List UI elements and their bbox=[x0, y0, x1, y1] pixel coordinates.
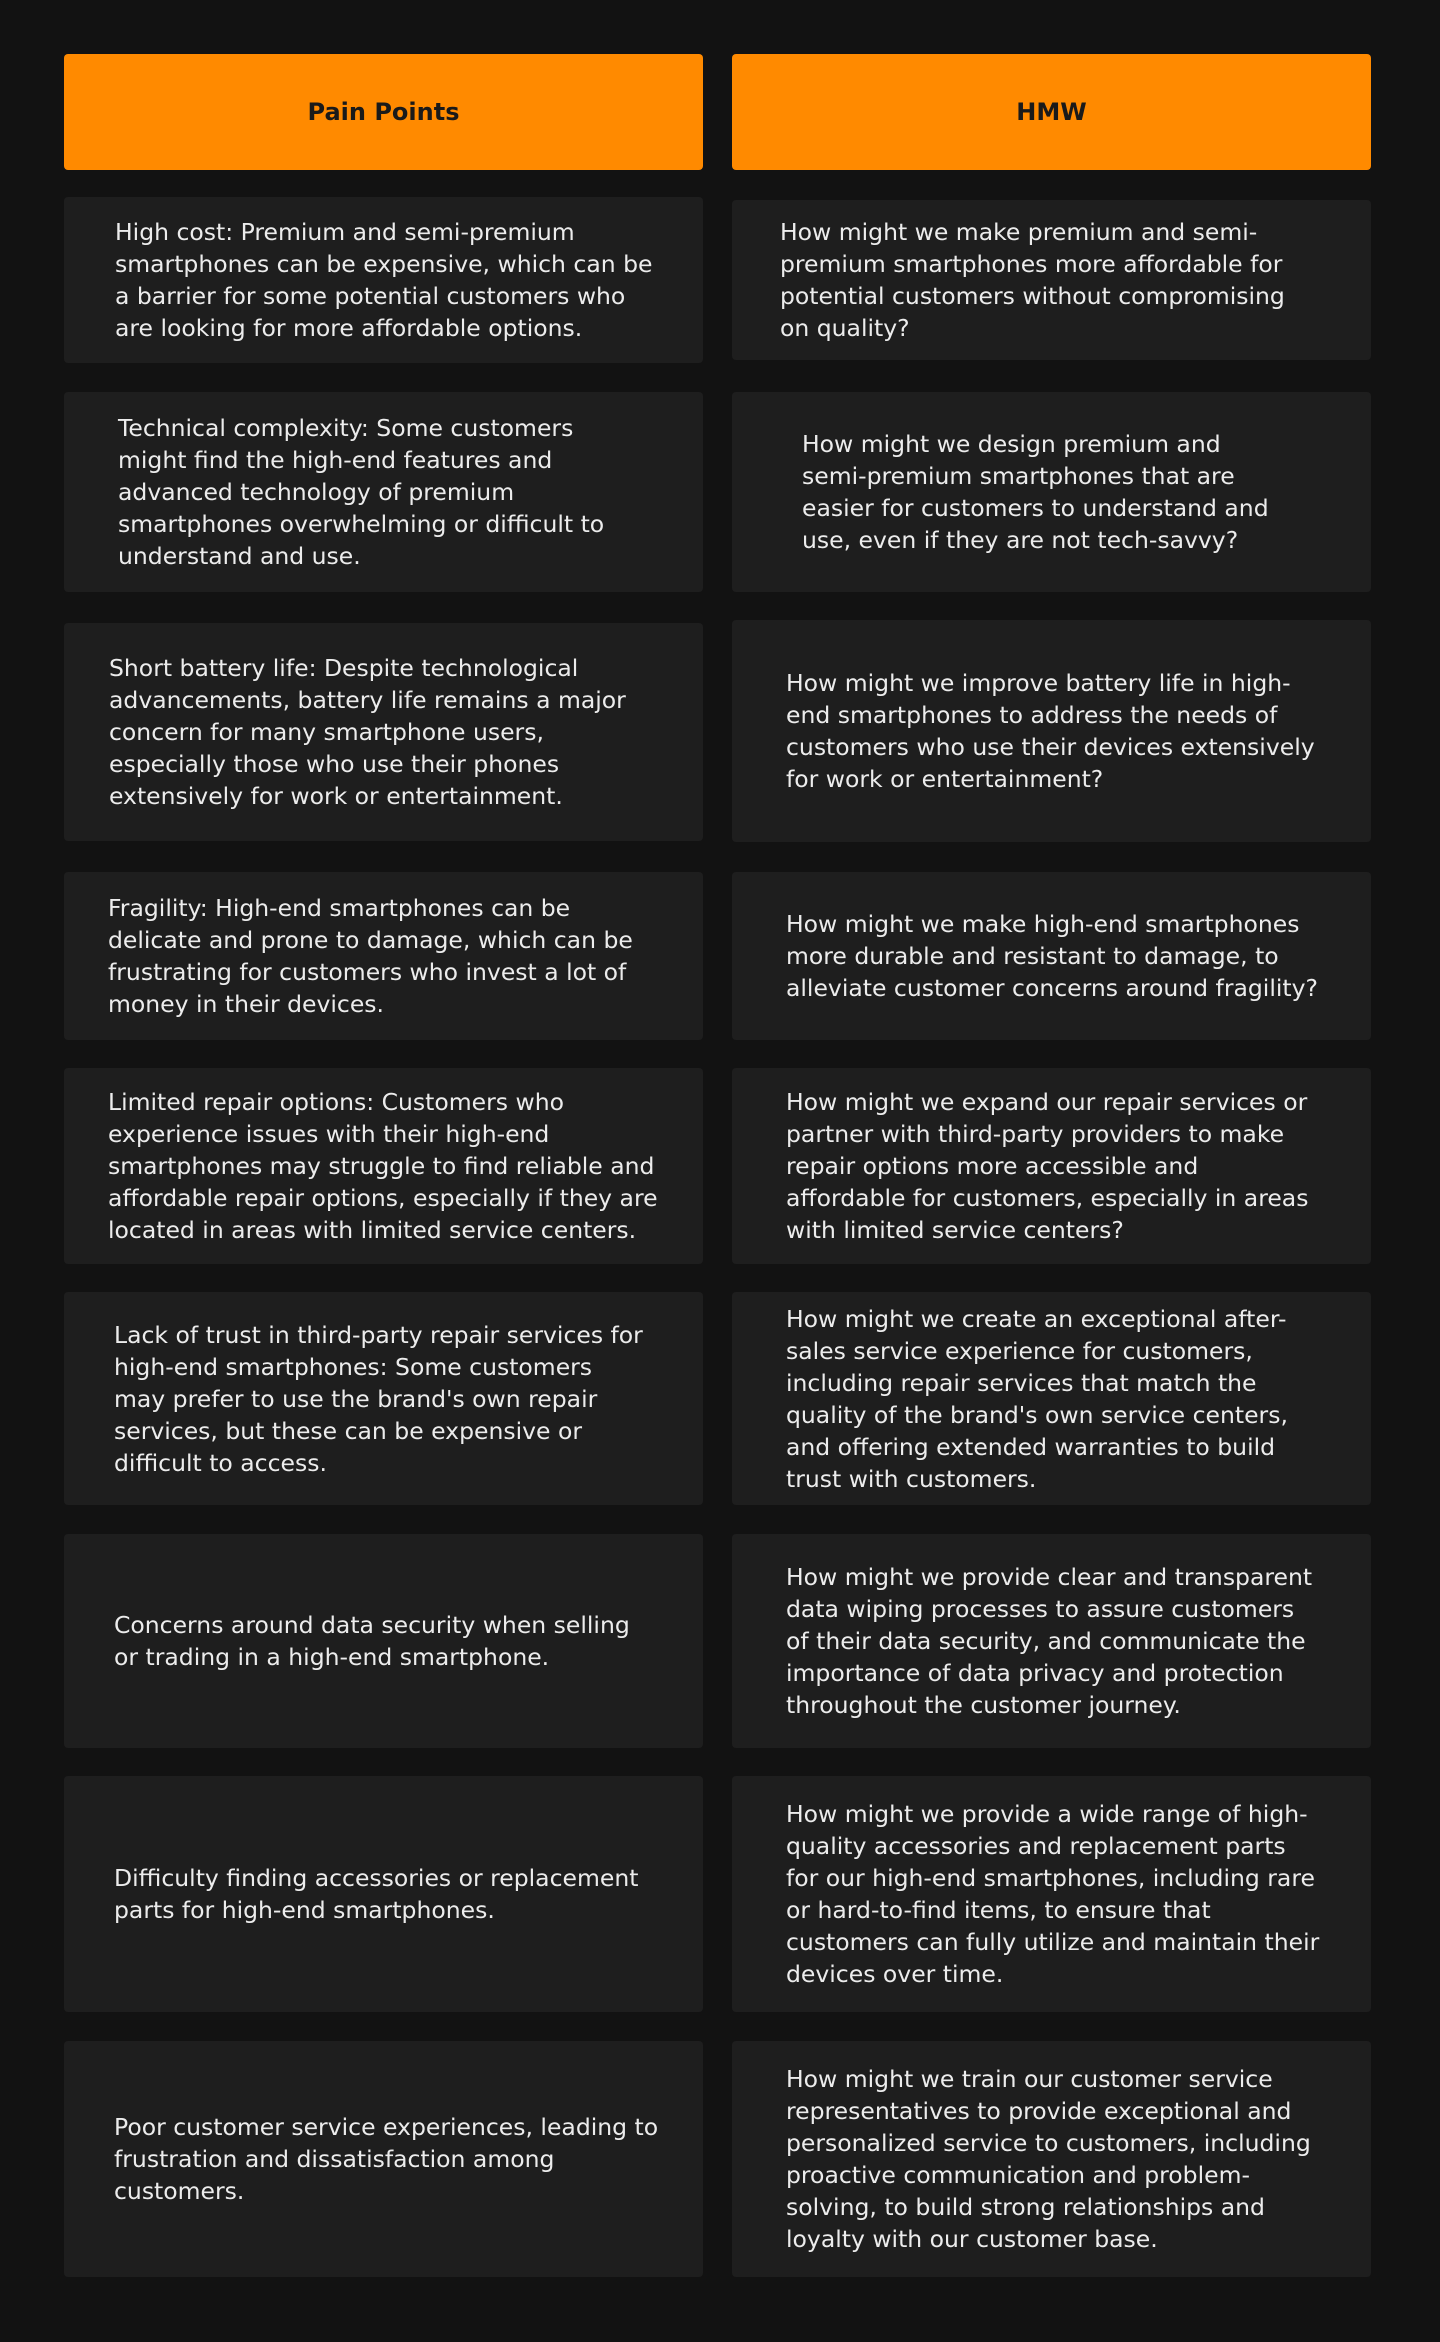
hmw-text: How might we create an exceptional after- sales service experience for customers, including repair services that match the quality of the brand's own service centers, and offering extended warranties to build trust with customers. bbox=[786, 1304, 1288, 1493]
hmw-text: How might we make premium and semi- premium smartphones more affordable for potential customers without compromising on quality? bbox=[780, 218, 1285, 342]
pain-point-card bbox=[64, 872, 703, 1040]
pain-point-text: Difficulty finding accessories or replacement parts for high-end smartphones. bbox=[114, 1864, 639, 1924]
pain-point-card bbox=[64, 1776, 703, 2012]
pain-point-card bbox=[64, 623, 703, 841]
hmw-card bbox=[732, 1534, 1371, 1748]
pain-point-text: Limited repair options: Customers who experience issues with their high-end smartphones may struggle to find reliable and affordable repair options, especially if they are located in areas with limited service centers. bbox=[108, 1088, 658, 1244]
pain-point-card bbox=[64, 392, 703, 592]
pain-point-card bbox=[64, 1534, 703, 1748]
pain-points-header-label: Pain Points bbox=[307, 98, 460, 126]
hmw-text: How might we train our customer service representatives to provide exceptional and personalized service to customers, including proactive communication and problem- solving, to build strong relationships and loyalty with our customer base. bbox=[786, 2065, 1311, 2253]
hmw-text: How might we expand our repair services or partner with third-party providers to make repair options more accessible and affordable for customers, especially in areas with limited service centers? bbox=[786, 1088, 1309, 1244]
pain-point-text: Technical complexity: Some customers might find the high-end features and advanced technology of premium smartphones overwhelming or difficult to understand and use. bbox=[118, 414, 605, 570]
hmw-card bbox=[732, 392, 1371, 592]
pain-point-text: High cost: Premium and semi-premium smartphones can be expensive, which can be a barrier for some potential customers who are looking for more affordable options. bbox=[115, 218, 653, 342]
pain-point-text: Concerns around data security when selling or trading in a high-end smartphone. bbox=[114, 1611, 630, 1671]
pain-point-card bbox=[64, 1068, 703, 1264]
hmw-header-label: HMW bbox=[1016, 98, 1087, 126]
hmw-text: How might we make high-end smartphones more durable and resistant to damage, to alleviate customer concerns around fragility? bbox=[786, 910, 1318, 1002]
hmw-card bbox=[732, 872, 1371, 1040]
hmw-card bbox=[732, 1776, 1371, 2012]
hmw-card bbox=[732, 620, 1371, 842]
hmw-text: How might we provide clear and transparent data wiping processes to assure customers of their data security, and communicate the importance of data privacy and protection throughout the customer journey. bbox=[786, 1563, 1313, 1719]
pain-point-card bbox=[64, 2041, 703, 2277]
hmw-header bbox=[732, 54, 1371, 170]
hmw-text: How might we provide a wide range of high- quality accessories and replacement parts for our high-end smartphones, including rare or hard-to-find items, to ensure that customers can fully utilize and maintain their devices over time. bbox=[786, 1800, 1320, 1988]
pain-point-text: Fragility: High-end smartphones can be delicate and prone to damage, which can be frustrating for customers who invest a lot of money in their devices. bbox=[108, 894, 633, 1018]
hmw-card bbox=[732, 200, 1371, 360]
hmw-card bbox=[732, 1292, 1371, 1505]
pain-point-card bbox=[64, 197, 703, 363]
hmw-text: How might we improve battery life in high- end smartphones to address the needs of customers who use their devices extensively for work or entertainment? bbox=[786, 669, 1315, 793]
hmw-card bbox=[732, 2041, 1371, 2277]
pain-point-text: Short battery life: Despite technological advancements, battery life remains a major concern for many smartphone users, especially those who use their phones extensively for work or entertainment. bbox=[109, 654, 626, 810]
hmw-text: How might we design premium and semi-premium smartphones that are easier for customers to understand and use, even if they are not tech-savvy? bbox=[802, 430, 1269, 554]
pain-point-text: Poor customer service experiences, leading to frustration and dissatisfaction among customers. bbox=[114, 2113, 659, 2205]
pain-point-card bbox=[64, 1292, 703, 1505]
pain-point-text: Lack of trust in third-party repair services for high-end smartphones: Some customers may prefer to use the brand's own repair services, but these can be expensive or difficult to access. bbox=[114, 1320, 643, 1477]
pain-points-header bbox=[64, 54, 703, 170]
hmw-card bbox=[732, 1068, 1371, 1264]
